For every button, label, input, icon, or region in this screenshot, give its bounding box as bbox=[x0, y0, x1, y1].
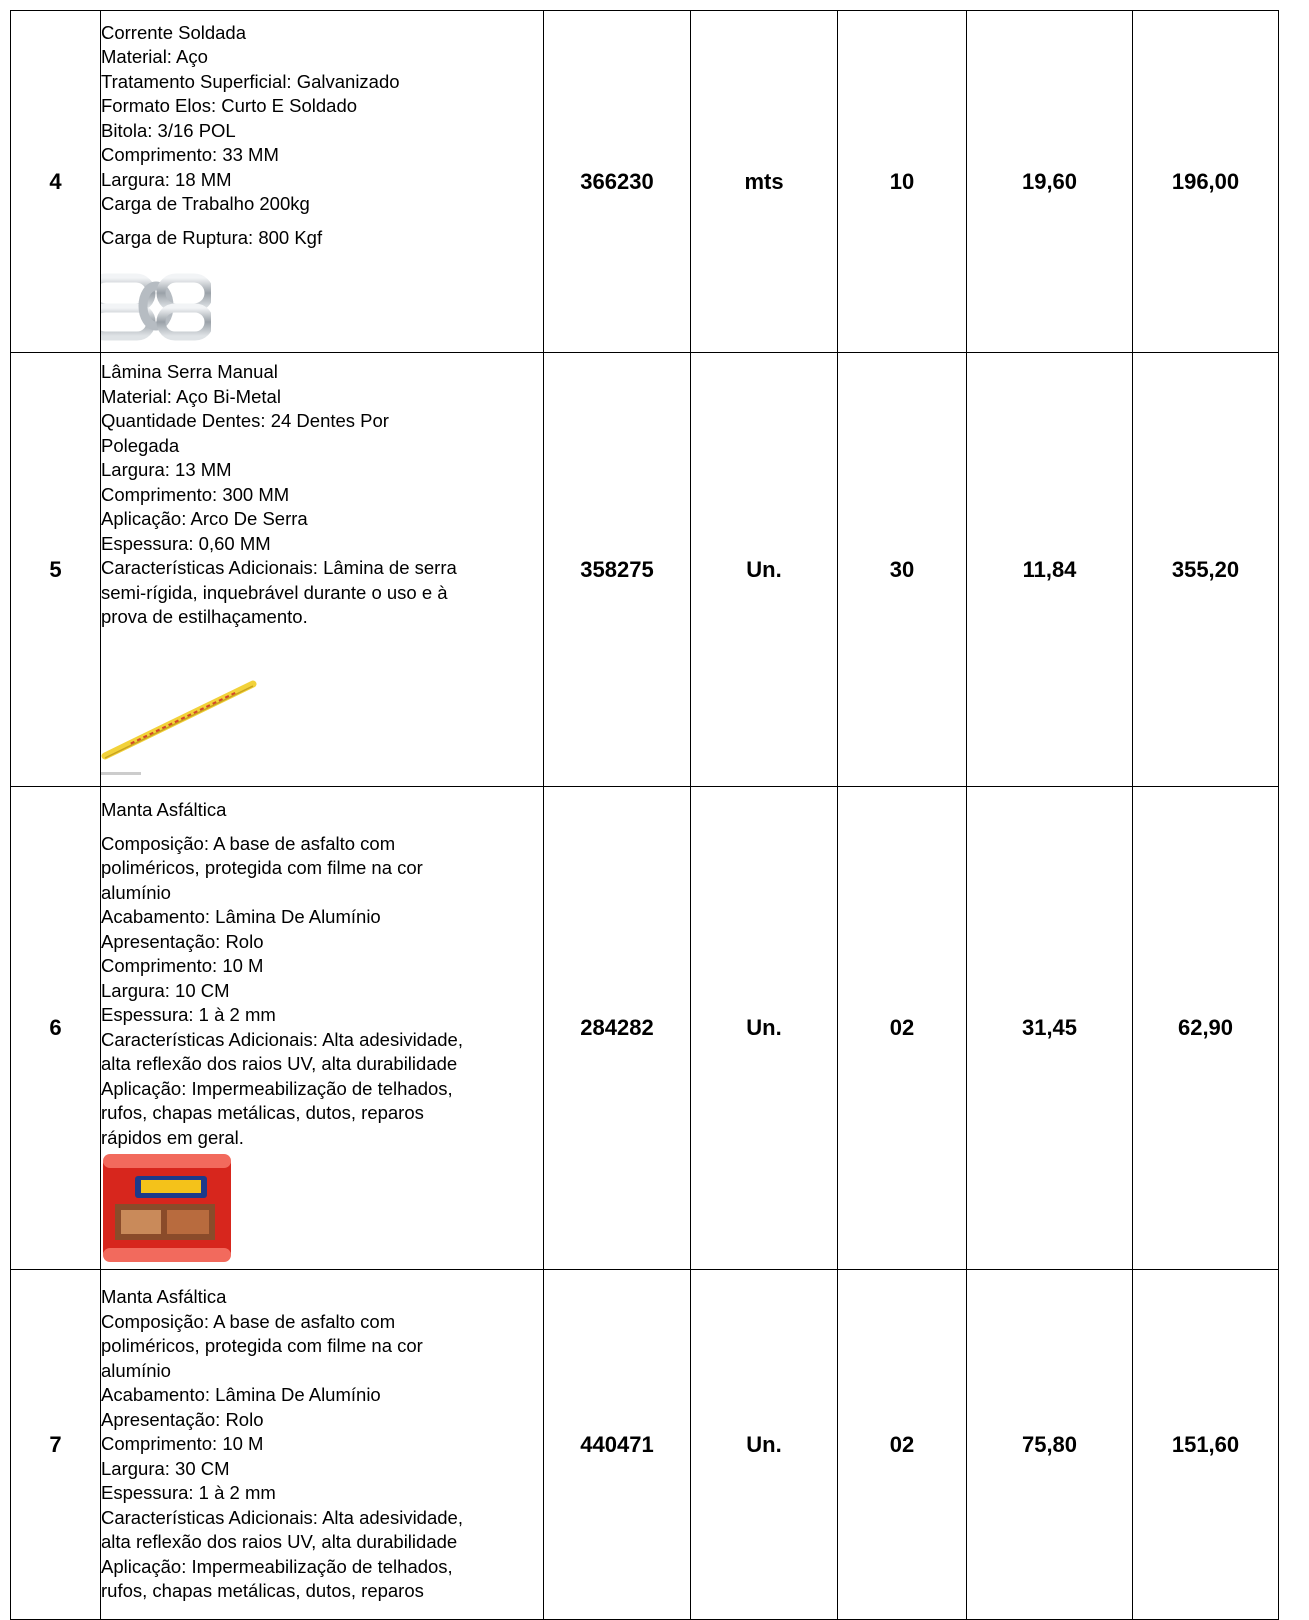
item-number: 4 bbox=[11, 11, 101, 353]
description-line: Material: Aço bbox=[101, 46, 208, 68]
description-line: poliméricos, protegida com filme na cor bbox=[101, 1335, 423, 1357]
description-line: Espessura: 1 à 2 mm bbox=[101, 1004, 276, 1025]
description-line: rufos, chapas metálicas, dutos, reparos bbox=[101, 1580, 424, 1602]
item-code: 440471 bbox=[544, 1270, 691, 1620]
description-line: Acabamento: Lâmina De Alumínio bbox=[101, 906, 381, 927]
item-unit-price: 11,84 bbox=[967, 353, 1133, 787]
item-code: 358275 bbox=[544, 353, 691, 787]
item-quantity: 30 bbox=[838, 353, 967, 787]
item-total: 62,90 bbox=[1133, 787, 1279, 1270]
item-unit: mts bbox=[691, 11, 838, 353]
description-line: Tratamento Superficial: Galvanizado bbox=[101, 70, 400, 92]
description-line: Carga de Ruptura: 800 Kgf bbox=[101, 226, 323, 248]
description-line: Espessura: 0,60 MM bbox=[101, 532, 271, 554]
description-line: Apresentação: Rolo bbox=[101, 930, 264, 952]
item-total: 355,20 bbox=[1133, 353, 1279, 787]
item-code: 284282 bbox=[544, 787, 691, 1270]
description-line: Formato Elos: Curto E Soldado bbox=[101, 95, 358, 117]
description-line: Material: Aço Bi-Metal bbox=[101, 385, 281, 407]
description-line: Características Adicionais: Lâmina de serra bbox=[101, 557, 457, 579]
item-unit-price: 75,80 bbox=[967, 1270, 1133, 1620]
description-line: Aplicação: Impermeabilização de telhados, bbox=[101, 1077, 453, 1099]
description-line: Largura: 13 MM bbox=[101, 459, 232, 481]
description-line: semi-rígida, inquebrável durante o uso e à bbox=[101, 581, 448, 603]
description-line: Espessura: 1 à 2 mm bbox=[101, 1482, 276, 1504]
item-unit: Un. bbox=[691, 1270, 838, 1620]
description-line: rufos, chapas metálicas, dutos, reparos bbox=[101, 1102, 424, 1123]
item-number: 6 bbox=[11, 787, 101, 1270]
galvanized-chain-photo bbox=[101, 270, 211, 342]
description-line: Comprimento: 300 MM bbox=[101, 483, 290, 505]
description-line: Características Adicionais: Alta adesividade, bbox=[101, 1028, 463, 1050]
item-description bbox=[101, 353, 544, 787]
description-line: Acabamento: Lâmina De Alumínio bbox=[101, 1384, 381, 1406]
item-unit: Un. bbox=[691, 787, 838, 1270]
description-line: rápidos em geral. bbox=[101, 1126, 244, 1148]
hacksaw-blade-photo bbox=[101, 644, 271, 779]
description-line: Bitola: 3/16 POL bbox=[101, 119, 236, 141]
description-line: Comprimento: 33 MM bbox=[101, 144, 279, 166]
description-line: Aplicação: Arco De Serra bbox=[101, 508, 308, 530]
table-row bbox=[11, 787, 1279, 1270]
items-table bbox=[10, 10, 1279, 1620]
description-line: alta reflexão dos raios UV, alta durabilidade bbox=[101, 1053, 458, 1074]
table-row bbox=[11, 353, 1279, 787]
item-total: 196,00 bbox=[1133, 11, 1279, 353]
item-code: 366230 bbox=[544, 11, 691, 353]
description-line: Corrente Soldada bbox=[101, 21, 247, 43]
description-line: Composição: A base de asfalto com bbox=[101, 1310, 396, 1332]
item-total: 151,60 bbox=[1133, 1270, 1279, 1620]
description-line: Aplicação: Impermeabilização de telhados, bbox=[101, 1555, 453, 1577]
description-line: Polegada bbox=[101, 434, 180, 456]
description-line: poliméricos, protegida com filme na cor bbox=[101, 857, 423, 878]
description-line: Largura: 30 CM bbox=[101, 1457, 230, 1479]
description-line: Quantidade Dentes: 24 Dentes Por bbox=[101, 410, 389, 432]
description-line: Características Adicionais: Alta adesividade, bbox=[101, 1506, 463, 1528]
item-description bbox=[101, 787, 544, 1270]
description-line: prova de estilhaçamento. bbox=[101, 606, 308, 628]
sealing-tape-roll-photo bbox=[101, 1152, 233, 1264]
item-quantity: 10 bbox=[838, 11, 967, 353]
item-description bbox=[101, 1270, 544, 1620]
table-row bbox=[11, 11, 1279, 353]
description-line: Composição: A base de asfalto com bbox=[101, 832, 396, 854]
item-unit-price: 31,45 bbox=[967, 787, 1133, 1270]
description-line: Carga de Trabalho 200kg bbox=[101, 193, 310, 215]
item-unit-price: 19,60 bbox=[967, 11, 1133, 353]
description-line: Comprimento: 10 M bbox=[101, 1433, 264, 1455]
item-number: 7 bbox=[11, 1270, 101, 1620]
description-line: Manta Asfáltica bbox=[101, 799, 227, 820]
description-line: Largura: 10 CM bbox=[101, 979, 230, 1001]
item-quantity: 02 bbox=[838, 1270, 967, 1620]
description-line: alta reflexão dos raios UV, alta durabilidade bbox=[101, 1531, 458, 1553]
table-row bbox=[11, 1270, 1279, 1620]
description-line: Comprimento: 10 M bbox=[101, 955, 264, 976]
item-number: 5 bbox=[11, 353, 101, 787]
item-description bbox=[101, 11, 544, 353]
description-line: Manta Asfáltica bbox=[101, 1286, 227, 1308]
item-unit: Un. bbox=[691, 353, 838, 787]
description-line: Lâmina Serra Manual bbox=[101, 361, 278, 383]
item-quantity: 02 bbox=[838, 787, 967, 1270]
description-line: alumínio bbox=[101, 1359, 171, 1381]
description-line: alumínio bbox=[101, 881, 171, 903]
description-line: Largura: 18 MM bbox=[101, 168, 232, 190]
description-line: Apresentação: Rolo bbox=[101, 1408, 264, 1430]
